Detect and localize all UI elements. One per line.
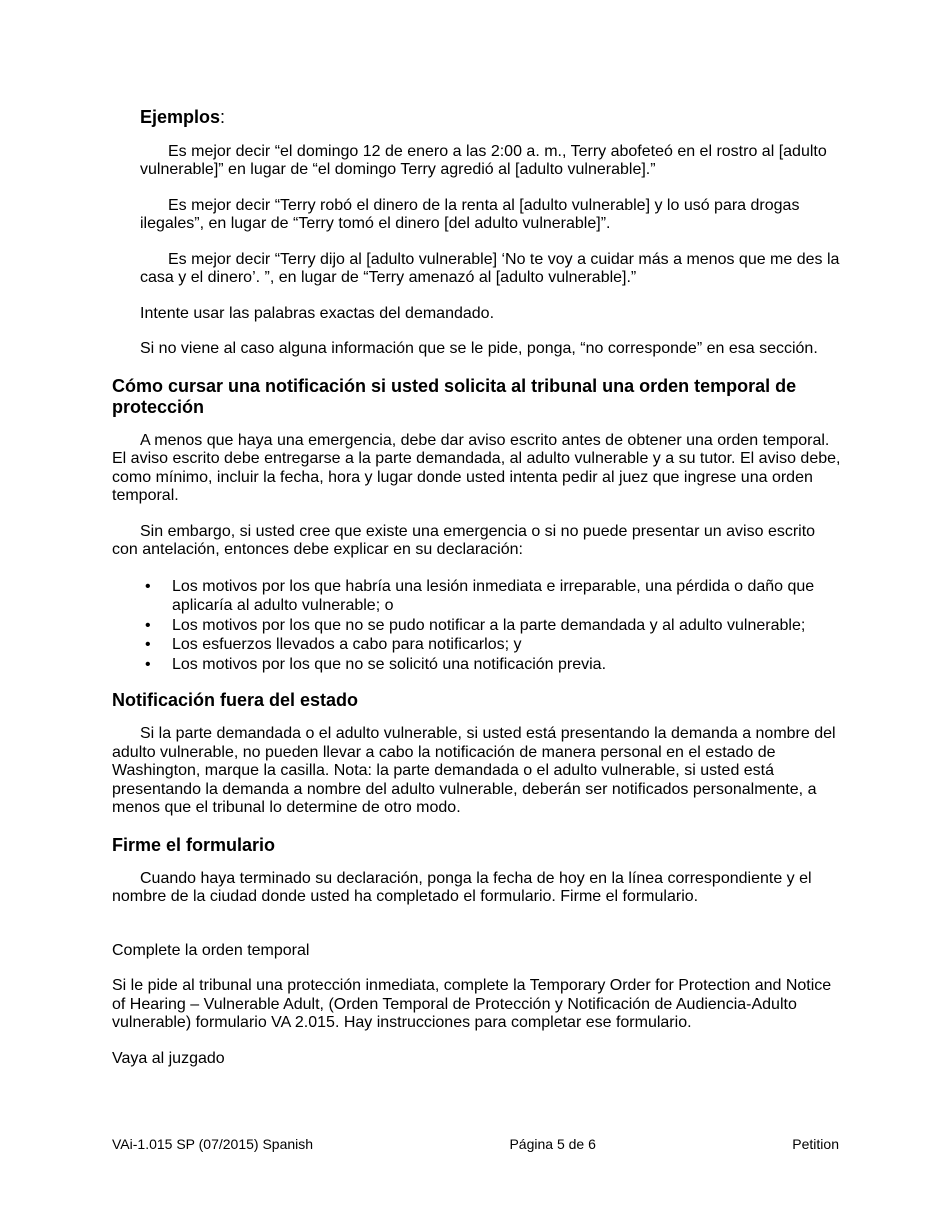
out-of-state-paragraph: Si la parte demandada o el adulto vulnerable, si usted está presentando la demanda a nombre del adulto vulnerable, no pueden llevar a cabo la notificación de manera personal en el estado de Washington, marque la casilla. Nota: la parte demandada o el adulto vulnerable, si usted está presentando la demanda a nombre del adulto vulnerable, deberán ser notificados personalmente, a menos que el tribunal lo determine de otro modo. [112, 725, 836, 816]
example-2: Es mejor decir “Terry robó el dinero de la renta al [adulto vulnerable] y lo usó para drogas ilegales”, en lugar de “Terry tomó el dinero [del adulto vulnerable]”. [140, 196, 800, 232]
out-of-state-heading: Notificación fuera del estado [112, 690, 359, 710]
bullet-icon: • [145, 655, 151, 673]
examples-title: Ejemplos: [140, 107, 226, 127]
document-body [112, 108, 842, 1085]
service-paragraph-1: A menos que haya una emergencia, debe dar aviso escrito antes de obtener una orden temporal. El aviso escrito debe entregarse a la parte demandada, al adulto vulnerable y a su tutor. El aviso debe, como mínimo, incluir la fecha, hora y lugar donde usted intenta pedir al juez que ingrese una orden temporal. [112, 431, 841, 504]
sign-heading: Firme el formulario [112, 834, 276, 855]
example-3: Es mejor decir “Terry dijo al [adulto vulnerable] ‘No te voy a cuidar más a menos que me des la casa y el dinero’. ”, en lugar de “Terry amenazó al [adulto vulnerable].” [140, 250, 840, 286]
page-number: Página 5 de 6 [509, 1136, 596, 1152]
service-paragraph-2: Sin embargo, si usted cree que existe una emergencia o si no puede presentar un aviso escrito con antelación, entonces debe explicar en su declaración: [112, 522, 816, 558]
bullet-icon: • [145, 616, 151, 634]
page-footer [112, 1136, 839, 1152]
sign-paragraph: Cuando haya terminado su declaración, ponga la fecha de hoy en la línea correspondiente y el nombre de la ciudad donde usted ha completado el formulario. Firme el formulario. [112, 869, 812, 905]
temp-order-paragraph: Si le pide al tribunal una protección inmediata, complete la Temporary Order for Protection and Notice of Hearing – Vulnerable Adult, (Orden Temporal de Protección y Notificación de Audiencia-Adulto vulnerable) formulario VA 2.015. Hay instrucciones para completar ese formulario. [112, 977, 832, 1031]
service-heading: Cómo cursar una notificación si usted solicita al tribunal una orden temporal de protección [112, 375, 797, 417]
temp-order-heading: Complete la orden temporal [112, 941, 310, 959]
document-type: Petition [792, 1136, 839, 1152]
example-1: Es mejor decir “el domingo 12 de enero a las 2:00 a. m., Terry abofeteó en el rostro al [adulto vulnerable]” en lugar de “el domingo Terry agredió al [adulto vulnerable].” [140, 142, 827, 178]
exact-words-tip: Intente usar las palabras exactas del demandado. [140, 304, 495, 322]
emergency-reasons-list [112, 577, 842, 675]
form-id: VAi-1.015 SP (07/2015) Spanish [112, 1136, 314, 1152]
not-applicable-tip: Si no viene al caso alguna información que se le pide, ponga, “no corresponde” en esa sección. [140, 340, 818, 357]
bullet-icon: • [145, 636, 151, 653]
list-item: • Los motivos por los que habría una lesión inmediata e irreparable, una pérdida o daño que aplicaría al adulto vulnerable; o [145, 577, 815, 614]
bullet-icon: • [145, 577, 151, 595]
court-heading: Vaya al juzgado [112, 1049, 225, 1067]
list-item: • Los motivos por los que no se pudo notificar a la parte demandada y al adulto vulnerable; [145, 616, 806, 634]
list-item: • Los esfuerzos llevados a cabo para notificarlos; y [145, 636, 522, 653]
list-item: • Los motivos por los que no se solicitó una notificación previa. [145, 655, 607, 673]
